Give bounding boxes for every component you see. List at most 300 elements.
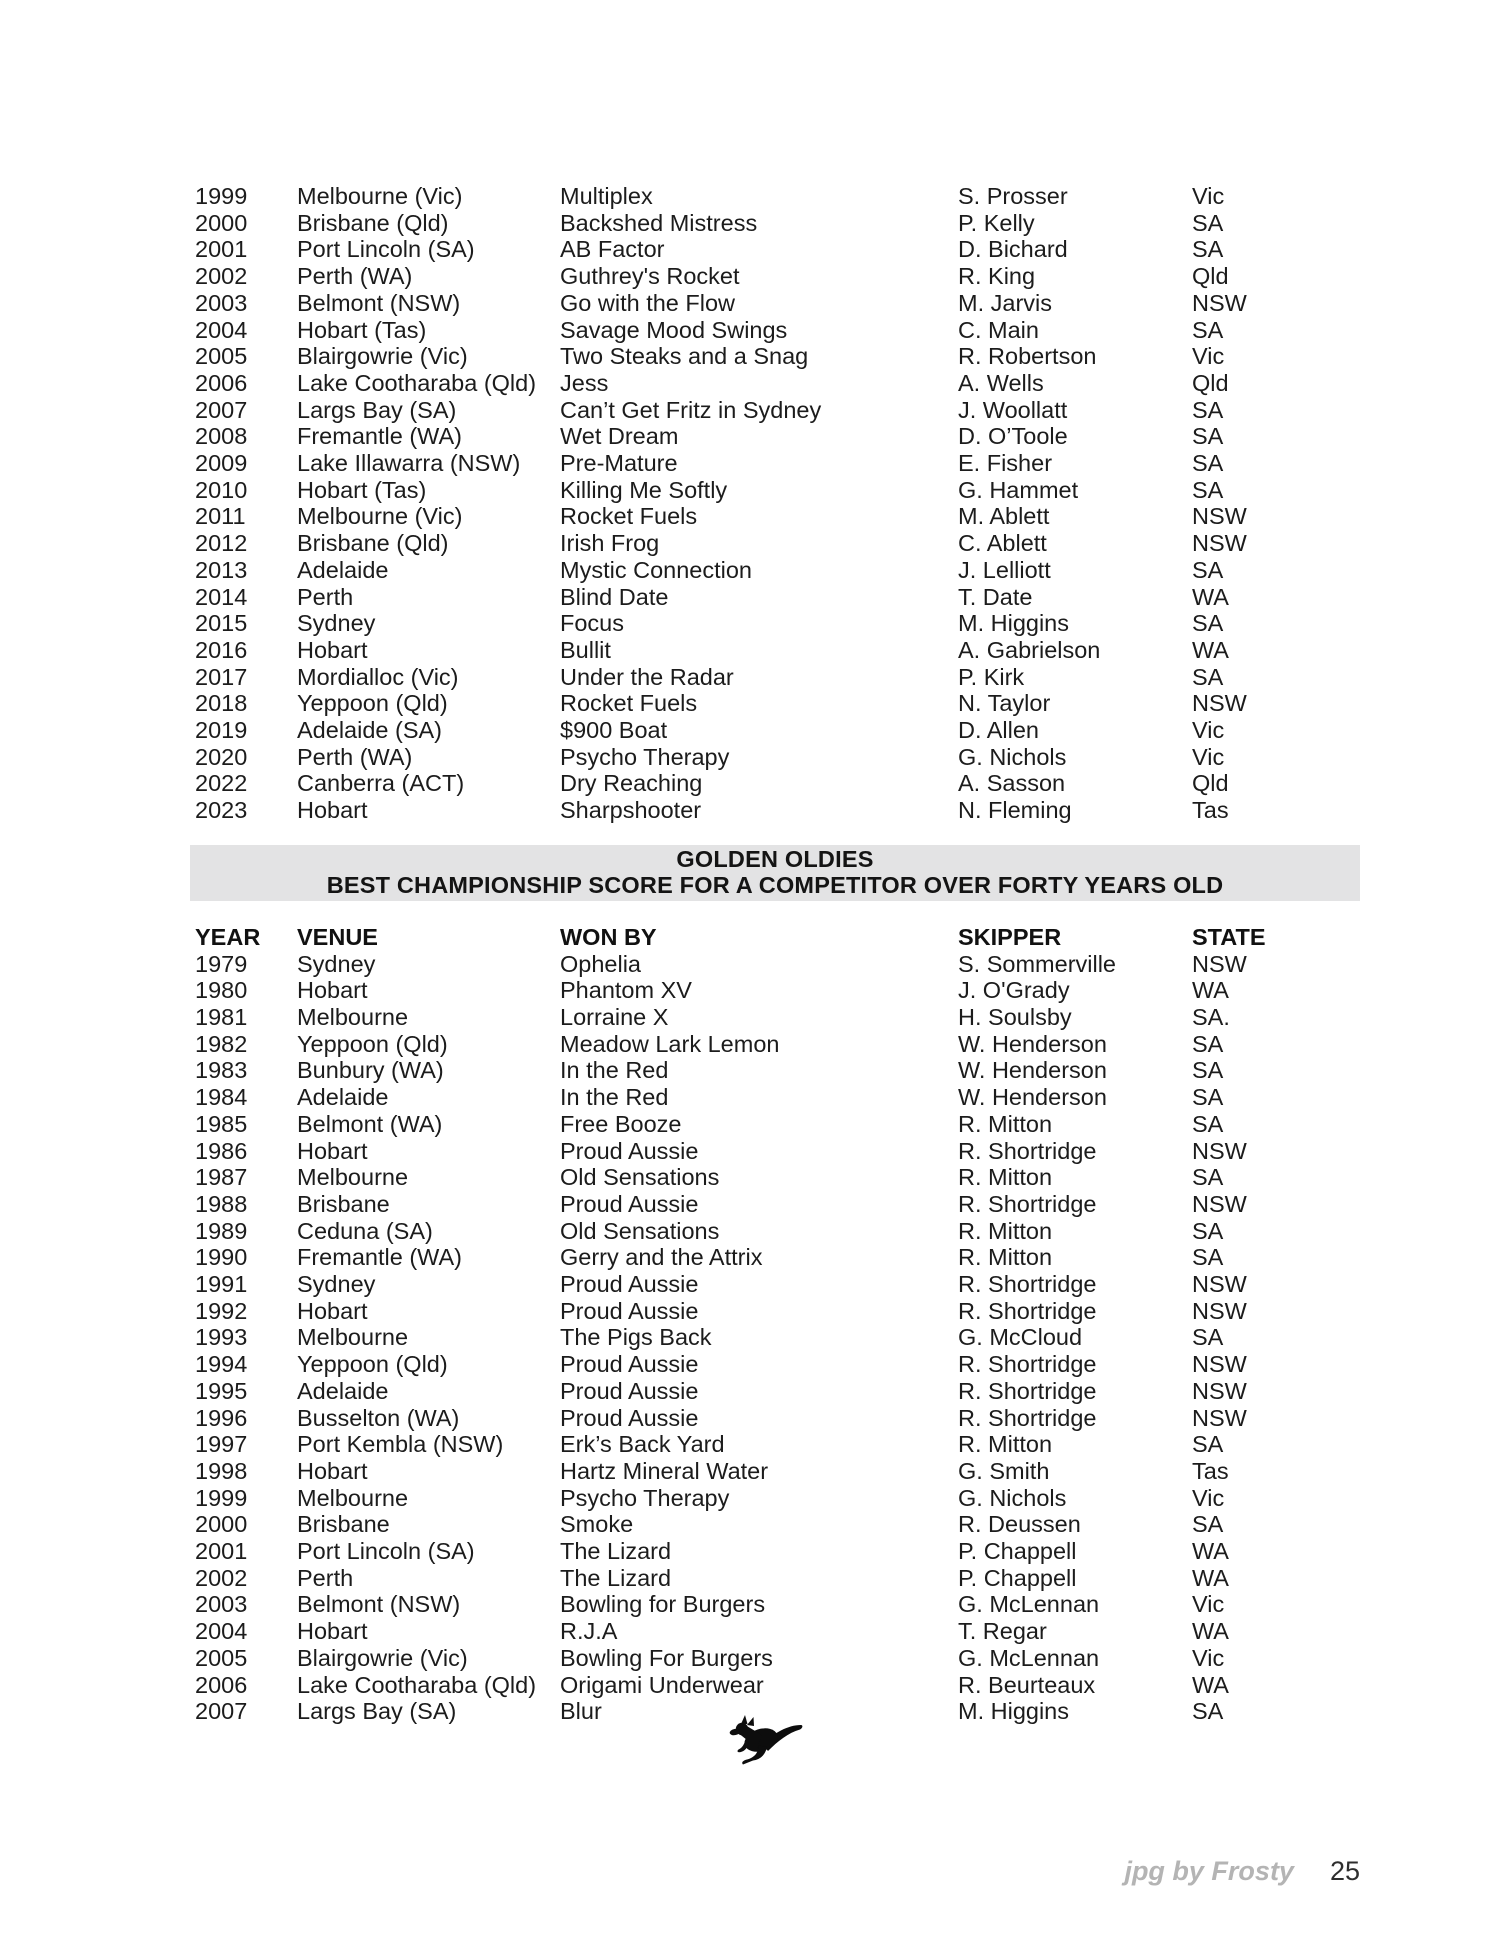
table-row [195,290,1355,317]
venue-cell: Lake Illawarra (NSW) [297,450,521,477]
won-by-cell: Go with the Flow [560,289,736,316]
won-by-cell: Proud Aussie [560,1377,699,1404]
won-by-cell: Lorraine X [560,1003,669,1030]
table-row [195,1431,1355,1458]
won-by-cell: Hartz Mineral Water [560,1457,769,1484]
year-cell: 2001 [195,236,248,263]
skipper-cell: R. Shortridge [958,1377,1097,1404]
skipper-cell: T. Date [958,583,1033,610]
state-cell: SA [1192,450,1224,477]
venue-cell: Hobart [297,1297,368,1324]
venue-cell: Sydney [297,950,376,977]
year-cell: 1995 [195,1377,248,1404]
state-cell: SA [1192,1217,1224,1244]
won-by-cell: Mystic Connection [560,556,752,583]
skipper-cell: P. Chappell [958,1538,1077,1565]
skipper-cell: W. Henderson [958,1084,1107,1111]
year-column-header: YEAR [195,923,261,950]
table-row [195,1378,1355,1405]
year-cell: 2006 [195,369,248,396]
table-row [195,370,1355,397]
results-table-continuation [195,183,1355,824]
table-row [195,1244,1355,1271]
venue-cell: Melbourne (Vic) [297,503,463,530]
won-by-cell: Two Steaks and a Snag [560,343,809,370]
section-subtitle: BEST CHAMPIONSHIP SCORE FOR A COMPETITOR OVER FORTY YEARS OLD [326,872,1224,899]
year-cell: 1997 [195,1431,248,1458]
table-row [195,1111,1355,1138]
year-cell: 2015 [195,610,248,637]
won-by-cell: Jess [560,369,609,396]
skipper-cell: D. Bichard [958,236,1068,263]
state-cell: SA. [1192,1003,1230,1030]
skipper-cell: M. Ablett [958,503,1050,530]
year-cell: 2020 [195,743,248,770]
venue-cell: Melbourne (Vic) [297,183,463,209]
state-cell: SA [1192,1324,1224,1351]
won-by-cell: Smoke [560,1511,634,1538]
state-cell: WA [1192,1671,1229,1698]
won-by-cell: Erk’s Back Yard [560,1431,725,1458]
table-row [195,584,1355,611]
skipper-cell: P. Chappell [958,1564,1077,1591]
venue-cell: Hobart [297,797,368,824]
venue-cell: Blairgowrie (Vic) [297,1644,468,1671]
venue-cell: Adelaide [297,1377,389,1404]
table-row [195,1618,1355,1645]
golden-oldies-table [195,951,1355,1725]
skipper-cell: R. Shortridge [958,1190,1097,1217]
venue-column-header: VENUE [297,923,378,950]
won-by-cell: Ophelia [560,950,641,977]
year-cell: 2017 [195,663,248,690]
state-cell: SA [1192,236,1224,263]
venue-cell: Brisbane (Qld) [297,530,449,557]
won-by-cell: Multiplex [560,183,653,209]
skipper-cell: R. Shortridge [958,1351,1097,1378]
skipper-cell: N. Fleming [958,797,1072,824]
state-cell: SA [1192,663,1224,690]
year-cell: 2023 [195,797,248,824]
venue-cell: Melbourne [297,1164,409,1191]
year-cell: 1986 [195,1137,248,1164]
venue-cell: Perth (WA) [297,743,413,770]
skipper-cell: R. Shortridge [958,1137,1097,1164]
state-cell: SA [1192,476,1224,503]
state-cell: SA [1192,556,1224,583]
year-cell: 1979 [195,950,248,977]
won-by-cell: Old Sensations [560,1164,720,1191]
skipper-cell: G. Smith [958,1457,1050,1484]
venue-cell: Yeppoon (Qld) [297,1030,448,1057]
year-cell: 2002 [195,263,248,290]
venue-cell: Yeppoon (Qld) [297,690,448,717]
skipper-cell: E. Fisher [958,450,1053,477]
won-by-cell: Origami Underwear [560,1671,764,1698]
year-cell: 2003 [195,1591,248,1618]
page-footer [1100,1856,1360,1887]
state-cell: NSW [1192,530,1247,557]
skipper-cell: M. Jarvis [958,289,1052,316]
won-by-cell: Phantom XV [560,977,692,1004]
year-cell: 2009 [195,450,248,477]
state-cell: WA [1192,1618,1229,1645]
venue-cell: Adelaide (SA) [297,717,442,744]
skipper-cell: R. Shortridge [958,1297,1097,1324]
state-cell: SA [1192,1110,1224,1137]
table-row [195,397,1355,424]
state-cell: SA [1192,1057,1224,1084]
venue-cell: Blairgowrie (Vic) [297,343,468,370]
year-cell: 1982 [195,1030,248,1057]
table-row [195,717,1355,744]
skipper-cell: J. Lelliott [958,556,1051,583]
state-cell: SA [1192,1244,1224,1271]
state-cell: SA [1192,209,1224,236]
venue-cell: Brisbane [297,1511,390,1538]
won-by-cell: Focus [560,610,624,637]
skipper-cell: G. Nichols [958,1484,1067,1511]
skipper-cell: M. Higgins [958,1698,1070,1725]
table-row [195,1004,1355,1031]
venue-cell: Melbourne [297,1324,409,1351]
golden-oldies-banner [190,845,1360,901]
table-row [195,951,1355,978]
state-cell: WA [1192,977,1229,1004]
won-by-cell: Psycho Therapy [560,743,730,770]
skipper-cell: G. McLennan [958,1591,1100,1618]
won-by-cell: Proud Aussie [560,1190,699,1217]
year-cell: 2004 [195,1618,248,1645]
state-cell: Vic [1192,1644,1225,1671]
table-row [195,1538,1355,1565]
venue-cell: Canberra (ACT) [297,770,465,797]
won-by-cell: Can’t Get Fritz in Sydney [560,396,822,423]
golden-oldies-header-row [195,924,1355,951]
table-row [195,477,1355,504]
state-cell: NSW [1192,289,1247,316]
state-cell: NSW [1192,1137,1247,1164]
table-row [195,1218,1355,1245]
table-row [195,1271,1355,1298]
state-cell: NSW [1192,690,1247,717]
state-cell: Qld [1192,770,1229,797]
skipper-column-header: SKIPPER [958,923,1062,950]
year-cell: 1990 [195,1244,248,1271]
won-by-cell: Proud Aussie [560,1297,699,1324]
year-cell: 1993 [195,1324,248,1351]
won-by-cell: Free Booze [560,1110,682,1137]
state-cell: NSW [1192,1190,1247,1217]
skipper-cell: D. O’Toole [958,423,1068,450]
year-cell: 1981 [195,1003,248,1030]
state-cell: WA [1192,583,1229,610]
table-row [195,1084,1355,1111]
page-number: 25 [1329,1856,1360,1886]
table-row [195,1458,1355,1485]
won-by-cell: Guthrey's Rocket [560,263,740,290]
year-cell: 2008 [195,423,248,450]
venue-cell: Fremantle (WA) [297,1244,462,1271]
year-cell: 2013 [195,556,248,583]
venue-cell: Perth (WA) [297,263,413,290]
won-by-cell: AB Factor [560,236,665,263]
won-by-cell: Blind Date [560,583,669,610]
skipper-cell: S. Sommerville [958,950,1117,977]
won-by-cell: Bowling For Burgers [560,1644,773,1671]
state-cell: Vic [1192,743,1225,770]
venue-cell: Sydney [297,1271,376,1298]
table-row [195,423,1355,450]
year-cell: 1980 [195,977,248,1004]
state-cell: Vic [1192,1591,1225,1618]
table-row [195,343,1355,370]
won-by-cell: Backshed Mistress [560,209,758,236]
table-row [195,1645,1355,1672]
won-by-cell: Savage Mood Swings [560,316,788,343]
skipper-cell: G. Nichols [958,743,1067,770]
venue-cell: Adelaide [297,556,389,583]
year-cell: 2004 [195,316,248,343]
state-cell: NSW [1192,1404,1247,1431]
year-cell: 2011 [195,503,246,530]
venue-cell: Brisbane (Qld) [297,209,449,236]
venue-cell: Belmont (WA) [297,1110,443,1137]
venue-cell: Melbourne [297,1484,409,1511]
state-cell: SA [1192,1164,1224,1191]
state-cell: SA [1192,316,1224,343]
state-cell: NSW [1192,1351,1247,1378]
won-by-cell: In the Red [560,1057,669,1084]
year-cell: 2007 [195,396,248,423]
venue-cell: Adelaide [297,1084,389,1111]
kangaroo-icon [728,1714,806,1768]
venue-cell: Perth [297,583,354,610]
table-row [195,263,1355,290]
state-cell: SA [1192,610,1224,637]
venue-cell: Port Lincoln (SA) [297,1538,475,1565]
skipper-cell: M. Higgins [958,610,1070,637]
state-cell: SA [1192,1030,1224,1057]
year-cell: 1994 [195,1351,248,1378]
state-cell: NSW [1192,1271,1247,1298]
venue-cell: Belmont (NSW) [297,1591,461,1618]
table-row [195,317,1355,344]
won-by-cell: Gerry and the Attrix [560,1244,763,1271]
skipper-cell: R. Mitton [958,1164,1053,1191]
table-row [195,1351,1355,1378]
won-by-cell: Proud Aussie [560,1137,699,1164]
table-row [195,770,1355,797]
year-cell: 2006 [195,1671,248,1698]
venue-cell: Port Kembla (NSW) [297,1431,504,1458]
section-title: GOLDEN OLDIES [676,845,874,872]
year-cell: 1999 [195,1484,248,1511]
table-row [195,503,1355,530]
skipper-cell: R. Mitton [958,1110,1053,1137]
table-row [195,530,1355,557]
venue-cell: Largs Bay (SA) [297,1698,457,1725]
won-by-cell: In the Red [560,1084,669,1111]
year-cell: 2018 [195,690,248,717]
venue-cell: Hobart (Tas) [297,476,427,503]
venue-cell: Port Lincoln (SA) [297,236,475,263]
skipper-cell: N. Taylor [958,690,1051,717]
year-cell: 1989 [195,1217,248,1244]
skipper-cell: D. Allen [958,717,1039,744]
won-by-cell: The Lizard [560,1564,672,1591]
won-by-cell: Meadow Lark Lemon [560,1030,780,1057]
venue-cell: Hobart [297,636,368,663]
year-cell: 1996 [195,1404,248,1431]
year-cell: 1983 [195,1057,248,1084]
table-row [195,210,1355,237]
state-cell: WA [1192,1564,1229,1591]
table-row [195,1298,1355,1325]
skipper-cell: C. Ablett [958,530,1047,557]
won-by-cell: Sharpshooter [560,797,702,824]
table-row [195,977,1355,1004]
table-row [195,1485,1355,1512]
venue-cell: Perth [297,1564,354,1591]
won-by-cell: Under the Radar [560,663,734,690]
state-cell: Vic [1192,343,1225,370]
table-row [195,664,1355,691]
won-by-cell: The Lizard [560,1538,672,1565]
year-cell: 1998 [195,1457,248,1484]
venue-cell: Mordialloc (Vic) [297,663,459,690]
venue-cell: Busselton (WA) [297,1404,460,1431]
year-cell: 2000 [195,1511,248,1538]
won-by-cell: Blur [560,1698,602,1725]
skipper-cell: G. Hammet [958,476,1079,503]
skipper-cell: R. Mitton [958,1217,1053,1244]
year-cell: 2010 [195,476,248,503]
venue-cell: Hobart (Tas) [297,316,427,343]
state-cell: SA [1192,1431,1224,1458]
year-cell: 2005 [195,343,248,370]
table-row [195,797,1355,824]
venue-cell: Ceduna (SA) [297,1217,433,1244]
table-row [195,1511,1355,1538]
won-by-cell: Old Sensations [560,1217,720,1244]
state-cell: SA [1192,1511,1224,1538]
year-cell: 2022 [195,770,248,797]
skipper-cell: P. Kelly [958,209,1035,236]
year-cell: 1988 [195,1190,248,1217]
year-cell: 1985 [195,1110,248,1137]
skipper-cell: R. Deussen [958,1511,1081,1538]
skipper-cell: G. McLennan [958,1644,1100,1671]
year-cell: 1992 [195,1297,248,1324]
won-by-cell: Pre-Mature [560,450,678,477]
skipper-cell: S. Prosser [958,183,1068,209]
skipper-cell: R. King [958,263,1036,290]
state-cell: Vic [1192,183,1225,209]
venue-cell: Hobart [297,1137,368,1164]
year-cell: 1984 [195,1084,248,1111]
venue-cell: Belmont (NSW) [297,289,461,316]
page-content [195,183,1355,1725]
state-cell: Tas [1192,797,1229,824]
year-cell: 2019 [195,717,248,744]
state-cell: NSW [1192,950,1247,977]
won-by-cell: Bullit [560,636,611,663]
state-cell: Qld [1192,263,1229,290]
state-cell: SA [1192,1698,1224,1725]
venue-cell: Bunbury (WA) [297,1057,444,1084]
year-cell: 2012 [195,530,248,557]
year-cell: 2005 [195,1644,248,1671]
year-cell: 2000 [195,209,248,236]
won-by-cell: The Pigs Back [560,1324,712,1351]
won-by-cell: Rocket Fuels [560,503,698,530]
won-by-cell: Wet Dream [560,423,679,450]
year-cell: 2007 [195,1698,248,1725]
table-row [195,1324,1355,1351]
state-cell: Vic [1192,1484,1225,1511]
venue-cell: Hobart [297,1618,368,1645]
won-by-column-header: WON BY [560,923,657,950]
state-cell: SA [1192,396,1224,423]
year-cell: 1999 [195,183,248,209]
state-cell: WA [1192,1538,1229,1565]
skipper-cell: J. Woollatt [958,396,1068,423]
skipper-cell: R. Mitton [958,1431,1053,1458]
table-row [195,1138,1355,1165]
venue-cell: Brisbane [297,1190,390,1217]
skipper-cell: J. O'Grady [958,977,1070,1004]
table-row [195,183,1355,210]
table-row [195,236,1355,263]
skipper-cell: R. Shortridge [958,1271,1097,1298]
skipper-cell: A. Wells [958,369,1044,396]
venue-cell: Melbourne [297,1003,409,1030]
won-by-cell: Proud Aussie [560,1271,699,1298]
year-cell: 2014 [195,583,248,610]
won-by-cell: Killing Me Softly [560,476,728,503]
year-cell: 2001 [195,1538,248,1565]
year-cell: 2016 [195,636,248,663]
table-row [195,557,1355,584]
table-row [195,1591,1355,1618]
year-cell: 2002 [195,1564,248,1591]
skipper-cell: G. McCloud [958,1324,1083,1351]
venue-cell: Hobart [297,1457,368,1484]
state-cell: Qld [1192,369,1229,396]
venue-cell: Sydney [297,610,376,637]
table-row [195,1565,1355,1592]
won-by-cell: Proud Aussie [560,1404,699,1431]
year-cell: 1991 [195,1271,248,1298]
table-row [195,1057,1355,1084]
footer-credit: jpg by Frosty [1124,1856,1294,1886]
skipper-cell: R. Mitton [958,1244,1053,1271]
won-by-cell: Psycho Therapy [560,1484,730,1511]
venue-cell: Hobart [297,977,368,1004]
state-cell: WA [1192,636,1229,663]
won-by-cell: Dry Reaching [560,770,703,797]
table-row [195,450,1355,477]
table-row [195,610,1355,637]
table-row [195,690,1355,717]
venue-cell: Lake Cootharaba (Qld) [297,369,537,396]
table-row [195,1672,1355,1699]
state-cell: NSW [1192,503,1247,530]
table-row [195,1405,1355,1432]
won-by-cell: Bowling for Burgers [560,1591,766,1618]
state-cell: NSW [1192,1377,1247,1404]
